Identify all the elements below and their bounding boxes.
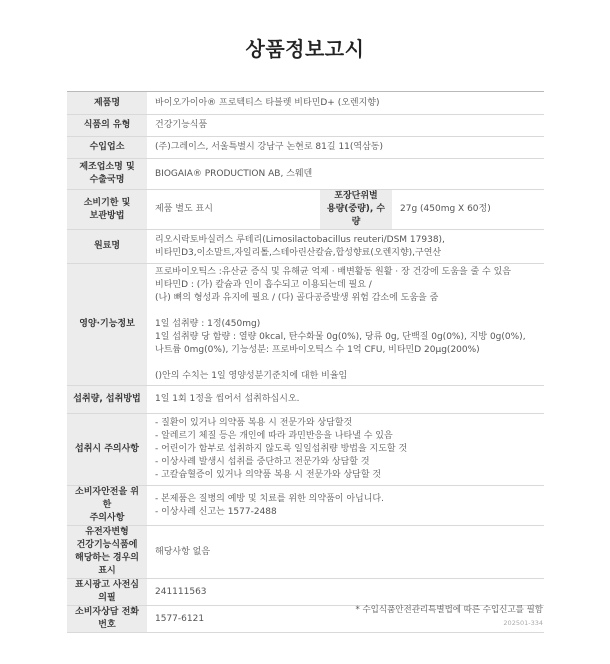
row-label-caution: 섭취시 주의사항	[67, 414, 147, 486]
table-row	[67, 386, 544, 414]
row-value-gmo: 해당사항 없음	[147, 526, 544, 579]
table-row	[67, 264, 544, 386]
row-label-expiry: 소비기한 및 보관방법	[67, 190, 147, 230]
row-label-manufacturer: 제조업소명 및 수출국명	[67, 159, 147, 190]
row-label-ingredients: 원료명	[67, 230, 147, 264]
table-row	[67, 115, 544, 137]
row-value-dosage: 1일 1회 1정을 씹어서 섭취하십시오.	[147, 386, 544, 414]
row-value-product-name: 바이오가이아® 프로텍티스 타블렛 비타민D+ (오렌지향)	[147, 92, 544, 115]
row-label-ad-review: 표시광고 사전심의필	[67, 579, 147, 606]
product-info-table	[67, 91, 544, 633]
row-value-importer: (주)그레이스, 서울특별시 강남구 논현로 81길 11(역삼동)	[147, 137, 544, 159]
table-row	[67, 92, 544, 115]
table-row	[67, 579, 544, 606]
row-label-consumer-phone: 소비자상담 전화번호	[67, 606, 147, 633]
table-row	[67, 230, 544, 264]
row-label-product-name: 제품명	[67, 92, 147, 115]
row-label-consumer-safety: 소비자안전을 위한 주의사항	[67, 486, 147, 526]
row-label-gmo: 유전자변형 건강기능식품에 해당하는 경우의 표시	[67, 526, 147, 579]
row-value-consumer-phone: 1577-6121	[147, 606, 544, 633]
row-label-importer: 수입업소	[67, 137, 147, 159]
table-row	[67, 159, 544, 190]
page-title: 상품정보고시	[245, 37, 365, 61]
table-row	[67, 137, 544, 159]
table-row	[67, 526, 544, 579]
row-label-nutrition: 영양·기능정보	[67, 264, 147, 386]
row-label-package-unit: 포장단위별 용량(중량), 수량	[320, 190, 392, 230]
row-value-caution: - 질환이 있거나 의약품 복용 시 전문가와 상담할것 - 알레르기 체질 등은 개인에 따라 과민반응을 나타낼 수 있음 - 어린이가 함부로 섭취하지 않도록 일일섭취량 방법을 지도할 것 - 이상사례 발생시 섭취를 중단하고 전문가와 상담할 것 - 고칼슘혈증이 있거나 의약품 복용 시 전문가와 상담할 것	[147, 414, 544, 486]
row-value-package-unit: 27g (450mg X 60정)	[392, 190, 544, 230]
row-value-manufacturer: BIOGAIA® PRODUCTION AB, 스웨덴	[147, 159, 544, 190]
row-value-expiry: 제품 별도 표시	[147, 190, 320, 230]
row-value-food-type: 건강기능식품	[147, 115, 544, 137]
row-value-ad-review: 241111563	[147, 579, 544, 606]
table-row	[67, 190, 544, 230]
table-row	[67, 414, 544, 486]
table-row	[67, 486, 544, 526]
row-value-nutrition: 프로바이오틱스 :유산균 증식 및 유해균 억제 · 배변활동 원활 · 장 건강에 도움을 줄 수 있음 비타민D : (가) 칼슘과 인이 흡수되고 이용되는데 필요 / (나) 뼈의 형성과 유지에 필요 / (다) 골다공증발생 위험 감소에 도움을 줌 1일 섭취량 : 1정(450mg) 1일 섭취량 당 함량 : 열량 0kcal, 탄수화물 0g(0%), 당류 0g, 단백질 0g(0%), 지방 0g(0%), 나트륨 0mg(0%), 기능성분: 프로바이오틱스 수 1억 CFU, 비타민D 20μg(200%) ()안의 수치는 1일 영양성분기준치에 대한 비율임	[147, 264, 544, 386]
row-label-dosage: 섭취량, 섭취방법	[67, 386, 147, 414]
row-value-consumer-safety: - 본제품은 질병의 예방 및 치료를 위한 의약품이 아닙니다. - 이상사례 신고는 1577-2488	[147, 486, 544, 526]
document-code: 202501-334	[503, 619, 543, 627]
row-value-ingredients: 리오시락토바실러스 루테리(Limosilactobacillus reuteri/DSM 17938), 비타민D3,이소말트,자일리톨,스테아린산칼슘,합성향료(오렌지향),구연산	[147, 230, 544, 264]
import-notice-footnote: * 수입식품안전관리특별법에 따른 수입신고를 필함	[355, 605, 543, 615]
row-label-food-type: 식품의 유형	[67, 115, 147, 137]
